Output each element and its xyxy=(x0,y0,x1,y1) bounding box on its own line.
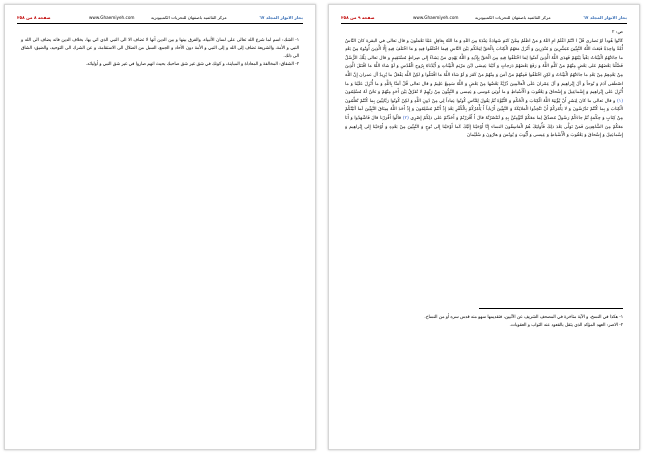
page-number: صفحة ٨ من ٣٥٨ xyxy=(17,15,51,20)
footnote-separator xyxy=(479,308,623,309)
page-header xyxy=(17,12,303,24)
book-title: بحار الانوار المجلد ٦٧ xyxy=(583,15,627,20)
website-link[interactable]: www.Ghaemiyeh.com xyxy=(89,15,135,20)
page-number: صفحة ٩ من ٣٥٨ xyxy=(341,15,375,20)
book-info: مركز القائمية باصفهان للتحريات الكمبيوترية xyxy=(475,15,551,20)
book-title: بحار الانوار المجلد ٦٧ xyxy=(259,15,303,20)
main-text-block xyxy=(345,29,623,143)
document-page-left xyxy=(4,4,316,450)
main-text-end: قالُوا أَقْرَرْنا قالَ فَاشْهَدُوا وَ أَنَا مَعَكُمْ مِنَ الشَّاهِدِينَ فَمَنْ تَوَلَّى بَعْدَ ذلِكَ فَأُولئِكَ هُمُ الْفاسِقُونَ النساء إِنَّا أَوْحَيْنا إِلَيْكَ كَما أَوْحَيْنا إِلى نُوحٍ وَ النَّبِيِّينَ مِنْ بَعْدِهِ وَ أَوْحَيْنا إِلى إِبْراهِيمَ وَ إِسْماعِيلَ وَ إِسْحاقَ وَ يَعْقُوبَ وَ الْأَسْباطِ وَ عِيسى وَ أَيُّوبَ وَ يُونُسَ وَ هارُونَ وَ سُلَيْمانَ xyxy=(345,115,623,139)
footnote: ٢- الاصر: العهد المؤكد الذي يثقل بالقعود عنه الثواب و العقوبات. xyxy=(509,323,623,328)
verse-reference: ص: ٢ xyxy=(611,30,623,35)
book-info: مركز القائمية باصفهان للتحريات الكمبيوترية xyxy=(151,15,227,20)
footnotes-block xyxy=(21,37,299,69)
footnote: ١- هكذا في النسخ، و الآية متاخرة في المصحف الشريف عن الآتيين، فتقديمها سهو منه قدس سره أو من النساخ. xyxy=(424,315,623,320)
footnote: ٢- الشقاق: المخالفة و المعاداة و المباينة، و كونك في شق غير شق صاحبك بحيث انهم صاروا في غير شق النبي و أوليائه. xyxy=(85,62,299,67)
website-link[interactable]: www.Ghaemiyeh.com xyxy=(413,15,459,20)
main-text: كَانُوا هُوداً أَوْ نَصارى قُلْ أَ أَنْتُمْ أَعْلَمُ أَمِ اللَّهُ وَ مَنْ أَظْلَمُ مِمَّنْ كَتَمَ شَهادَةً عِنْدَهُ مِنَ اللَّهِ وَ مَا اللَّهُ بِغافِلٍ عَمَّا تَعْمَلُونَ و قال تعالى في البقرة كانَ النَّاسُ أُمَّةً واحِدَةً فَبَعَثَ اللَّهُ النَّبِيِّينَ مُبَشِّرِينَ وَ مُنْذِرِينَ وَ أَنْزَلَ مَعَهُمُ الْكِتابَ بِالْحَقِّ لِيَحْكُمَ بَيْنَ النَّاسِ فِيمَا اخْتَلَفُوا فِيهِ وَ مَا اخْتَلَفَ فِيهِ إِلَّا الَّذِينَ أُوتُوهُ مِنْ بَعْدِ ما جاءَتْهُمُ الْبَيِّناتُ بَغْياً بَيْنَهُمْ فَهَدَى اللَّهُ الَّذِينَ آمَنُوا لِمَا اخْتَلَفُوا فِيهِ مِنَ الْحَقِّ بِإِذْنِهِ وَ اللَّهُ يَهْدِي مَنْ يَشاءُ إِلى صِراطٍ مُسْتَقِيمٍ و قال تعالى تِلْكَ الرُّسُلُ فَضَّلْنا بَعْضَهُمْ عَلى بَعْضٍ مِنْهُمْ مَنْ كَلَّمَ اللَّهُ وَ رَفَعَ بَعْضَهُمْ دَرَجاتٍ وَ آتَيْنا عِيسَى ابْنَ مَرْيَمَ الْبَيِّناتِ وَ أَيَّدْناهُ بِرُوحِ الْقُدُسِ وَ لَوْ شاءَ اللَّهُ مَا اقْتَتَلَ الَّذِينَ مِنْ بَعْدِهِمْ مِنْ بَعْدِ ما جاءَتْهُمُ الْبَيِّناتُ وَ لكِنِ اخْتَلَفُوا فَمِنْهُمْ مَنْ آمَنَ وَ مِنْهُمْ مَنْ كَفَرَ وَ لَوْ شاءَ اللَّهُ مَا اقْتَتَلُوا وَ لكِنَّ اللَّهَ يَفْعَلُ ما يُرِيدُ آل عمران إِنَّ اللَّهَ اصْطَفى آدَمَ وَ نُوحاً وَ آلَ إِبْراهِيمَ وَ آلَ عِمْرانَ عَلَى الْعالَمِينَ ذُرِّيَّةً بَعْضُها مِنْ بَعْضٍ وَ اللَّهُ سَمِيعٌ عَلِيمٌ و قال تعالى قُلْ آمَنَّا بِاللَّهِ وَ ما أُنْزِلَ عَلَيْنا وَ ما أُنْزِلَ عَلى إِبْراهِيمَ وَ إِسْماعِيلَ وَ إِسْحاقَ وَ يَعْقُوبَ وَ الْأَسْباطِ وَ ما أُوتِيَ مُوسى وَ عِيسى وَ النَّبِيُّونَ مِنْ رَبِّهِمْ لا نُفَرِّقُ بَيْنَ أَحَدٍ مِنْهُمْ وَ نَحْنُ لَهُ مُسْلِمُونَ xyxy=(345,38,623,96)
main-text-continued: و قال تعالى ما كانَ لِبَشَرٍ أَنْ يُؤْتِيَهُ اللَّهُ الْكِتابَ وَ الْحُكْمَ وَ النُّبُوَّةَ ثُمَّ يَقُولَ لِلنَّاسِ كُونُوا عِباداً لِي مِنْ دُونِ اللَّهِ وَ لكِنْ كُونُوا رَبَّانِيِّينَ بِما كُنْتُمْ تُعَلِّمُونَ الْكِتابَ وَ بِما كُنْتُمْ تَدْرُسُونَ وَ لا يَأْمُرَكُمْ أَنْ تَتَّخِذُوا الْمَلائِكَةَ وَ النَّبِيِّينَ أَرْباباً أَ يَأْمُرُكُمْ بِالْكُفْرِ بَعْدَ إِذْ أَنْتُمْ مُسْلِمُونَ وَ إِذْ أَخَذَ اللَّهُ مِيثاقَ النَّبِيِّينَ لَما آتَيْتُكُمْ مِنْ كِتابٍ وَ حِكْمَةٍ ثُمَّ جاءَكُمْ رَسُولٌ مُصَدِّقٌ لِما مَعَكُمْ لَتُؤْمِنُنَّ بِهِ وَ لَتَنْصُرُنَّهُ قالَ أَ أَقْرَرْتُمْ وَ أَخَذْتُمْ عَلى ذلِكُمْ إِصْرِي xyxy=(345,98,623,121)
document-page-right xyxy=(328,4,640,450)
footnotes-block xyxy=(345,314,623,330)
page-header xyxy=(341,12,627,24)
footnote-link-2[interactable]: (٢) xyxy=(402,115,409,121)
footnote-link-1[interactable]: (١) xyxy=(616,98,623,104)
footnote: ١- الشك: اسم لما شرع الله تعالى على لسان الأنبياء، والفرق بينها و بين الدين أنها لا تضاف الا الى النبي الذي اتي بها، بخلاف الدين فانه يضاف الى الله و النبي و الأمة، والشريعة تضاف إلى الله و إلى النبي و الأمة دون الأحاد و الجمع، السبل من الضلال الى الاستقامة، و عن الشرك الى التوحيد، والضيق: الشاق الى ذلك. xyxy=(21,38,299,59)
main-paragraph xyxy=(345,38,623,141)
